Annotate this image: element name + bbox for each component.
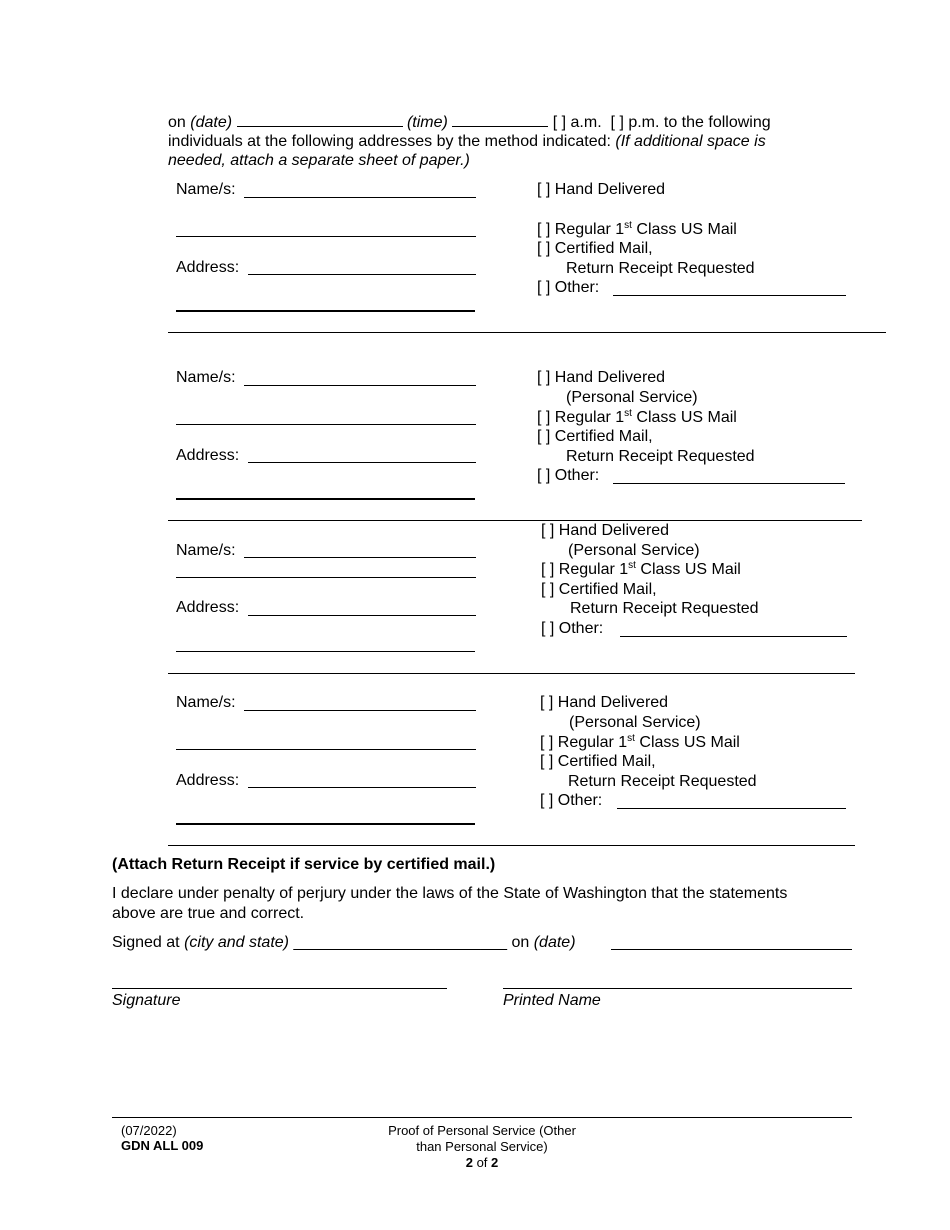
name-label: Name/s: (176, 694, 236, 711)
form-revision: (07/2022) (121, 1123, 177, 1138)
name-field-line-2[interactable] (176, 749, 476, 750)
regular-mail-checkbox[interactable]: [ ] Regular 1st Class US Mail (540, 733, 740, 751)
footer-title: Proof of Personal Service (Other than Personal Service) 2 of 2 (332, 1123, 632, 1171)
divider (168, 332, 886, 333)
time-field[interactable] (452, 112, 548, 127)
other-field[interactable] (617, 808, 846, 809)
name-field[interactable] (244, 197, 476, 198)
name-field-line-2[interactable] (176, 424, 476, 425)
name-field[interactable] (244, 385, 476, 386)
page-number: 2 of 2 (465, 1155, 499, 1170)
regular-mail-checkbox[interactable]: [ ] Regular 1st Class US Mail (541, 560, 741, 578)
intro-line-1: on (date) (time) [ ] a.m. [ ] p.m. to the following (168, 114, 771, 131)
signed-date-field[interactable] (611, 949, 852, 950)
address-label: Address: (176, 772, 240, 789)
hand-delivered-checkbox[interactable]: [ ] Hand Delivered (537, 181, 666, 198)
certified-mail-checkbox[interactable]: [ ] Certified Mail, (537, 428, 653, 445)
regular-mail-checkbox[interactable]: [ ] Regular 1st Class US Mail (537, 408, 737, 426)
address-label: Address: (176, 259, 240, 276)
name-field-line-2[interactable] (176, 236, 476, 237)
personal-service-label: (Personal Service) (568, 542, 700, 559)
hand-delivered-checkbox[interactable]: [ ] Hand Delivered (540, 694, 669, 711)
other-checkbox[interactable]: [ ] Other: (537, 279, 600, 296)
signed-at-line: Signed at (city and state) ________________________ on (date) (112, 934, 576, 951)
other-checkbox[interactable]: [ ] Other: (540, 792, 603, 809)
name-field[interactable] (244, 557, 476, 558)
name-field[interactable] (244, 710, 476, 711)
address-field[interactable] (248, 274, 476, 275)
other-field[interactable] (613, 295, 846, 296)
date-field[interactable] (237, 112, 403, 127)
intro-line-2: individuals at the following addresses by the method indicated: (If additional space is (168, 133, 766, 150)
address-label: Address: (176, 447, 240, 464)
hand-delivered-checkbox[interactable]: [ ] Hand Delivered (537, 369, 666, 386)
divider (168, 845, 855, 846)
signature-label: Signature (112, 992, 181, 1009)
regular-mail-checkbox[interactable]: [ ] Regular 1st Class US Mail (537, 220, 737, 238)
other-checkbox[interactable]: [ ] Other: (537, 467, 600, 484)
return-receipt-label: Return Receipt Requested (566, 260, 755, 277)
printed-name-field[interactable] (503, 988, 852, 989)
footer-divider (112, 1117, 852, 1118)
certified-mail-checkbox[interactable]: [ ] Certified Mail, (541, 581, 657, 598)
form-id: GDN ALL 009 (121, 1138, 204, 1153)
return-receipt-label: Return Receipt Requested (566, 448, 755, 465)
address-field-line-2[interactable] (176, 823, 475, 825)
other-field[interactable] (613, 483, 845, 484)
return-receipt-label: Return Receipt Requested (570, 600, 759, 617)
divider (168, 673, 855, 674)
address-field[interactable] (248, 787, 476, 788)
personal-service-label: (Personal Service) (566, 389, 698, 406)
city-state-field[interactable]: ________________________ (293, 934, 508, 951)
certified-mail-checkbox[interactable]: [ ] Certified Mail, (540, 753, 656, 770)
name-label: Name/s: (176, 181, 236, 198)
name-field-line-2[interactable] (176, 577, 476, 578)
address-field[interactable] (248, 462, 476, 463)
name-label: Name/s: (176, 542, 236, 559)
other-field[interactable] (620, 636, 847, 637)
hand-delivered-checkbox[interactable]: [ ] Hand Delivered (541, 522, 670, 539)
attach-note: (Attach Return Receipt if service by certified mail.) (112, 856, 496, 873)
divider (168, 520, 862, 521)
return-receipt-label: Return Receipt Requested (568, 773, 757, 790)
intro-line-3: needed, attach a separate sheet of paper.) (168, 152, 470, 169)
declaration-line-2: above are true and correct. (112, 905, 305, 922)
am-checkbox[interactable]: [ ] a.m. (552, 114, 602, 131)
personal-service-label: (Personal Service) (569, 714, 701, 731)
other-checkbox[interactable]: [ ] Other: (541, 620, 604, 637)
name-label: Name/s: (176, 369, 236, 386)
address-field-line-2[interactable] (176, 310, 475, 312)
address-field-line-2[interactable] (176, 498, 475, 500)
address-field-line-2[interactable] (176, 651, 475, 652)
address-field[interactable] (248, 615, 476, 616)
address-label: Address: (176, 599, 240, 616)
printed-name-label: Printed Name (503, 992, 601, 1009)
declaration-line-1: I declare under penalty of perjury under the laws of the State of Washington that the statements (112, 885, 788, 902)
certified-mail-checkbox[interactable]: [ ] Certified Mail, (537, 240, 653, 257)
pm-checkbox[interactable]: [ ] p.m. to the following (610, 114, 771, 131)
signature-field[interactable] (112, 988, 447, 989)
